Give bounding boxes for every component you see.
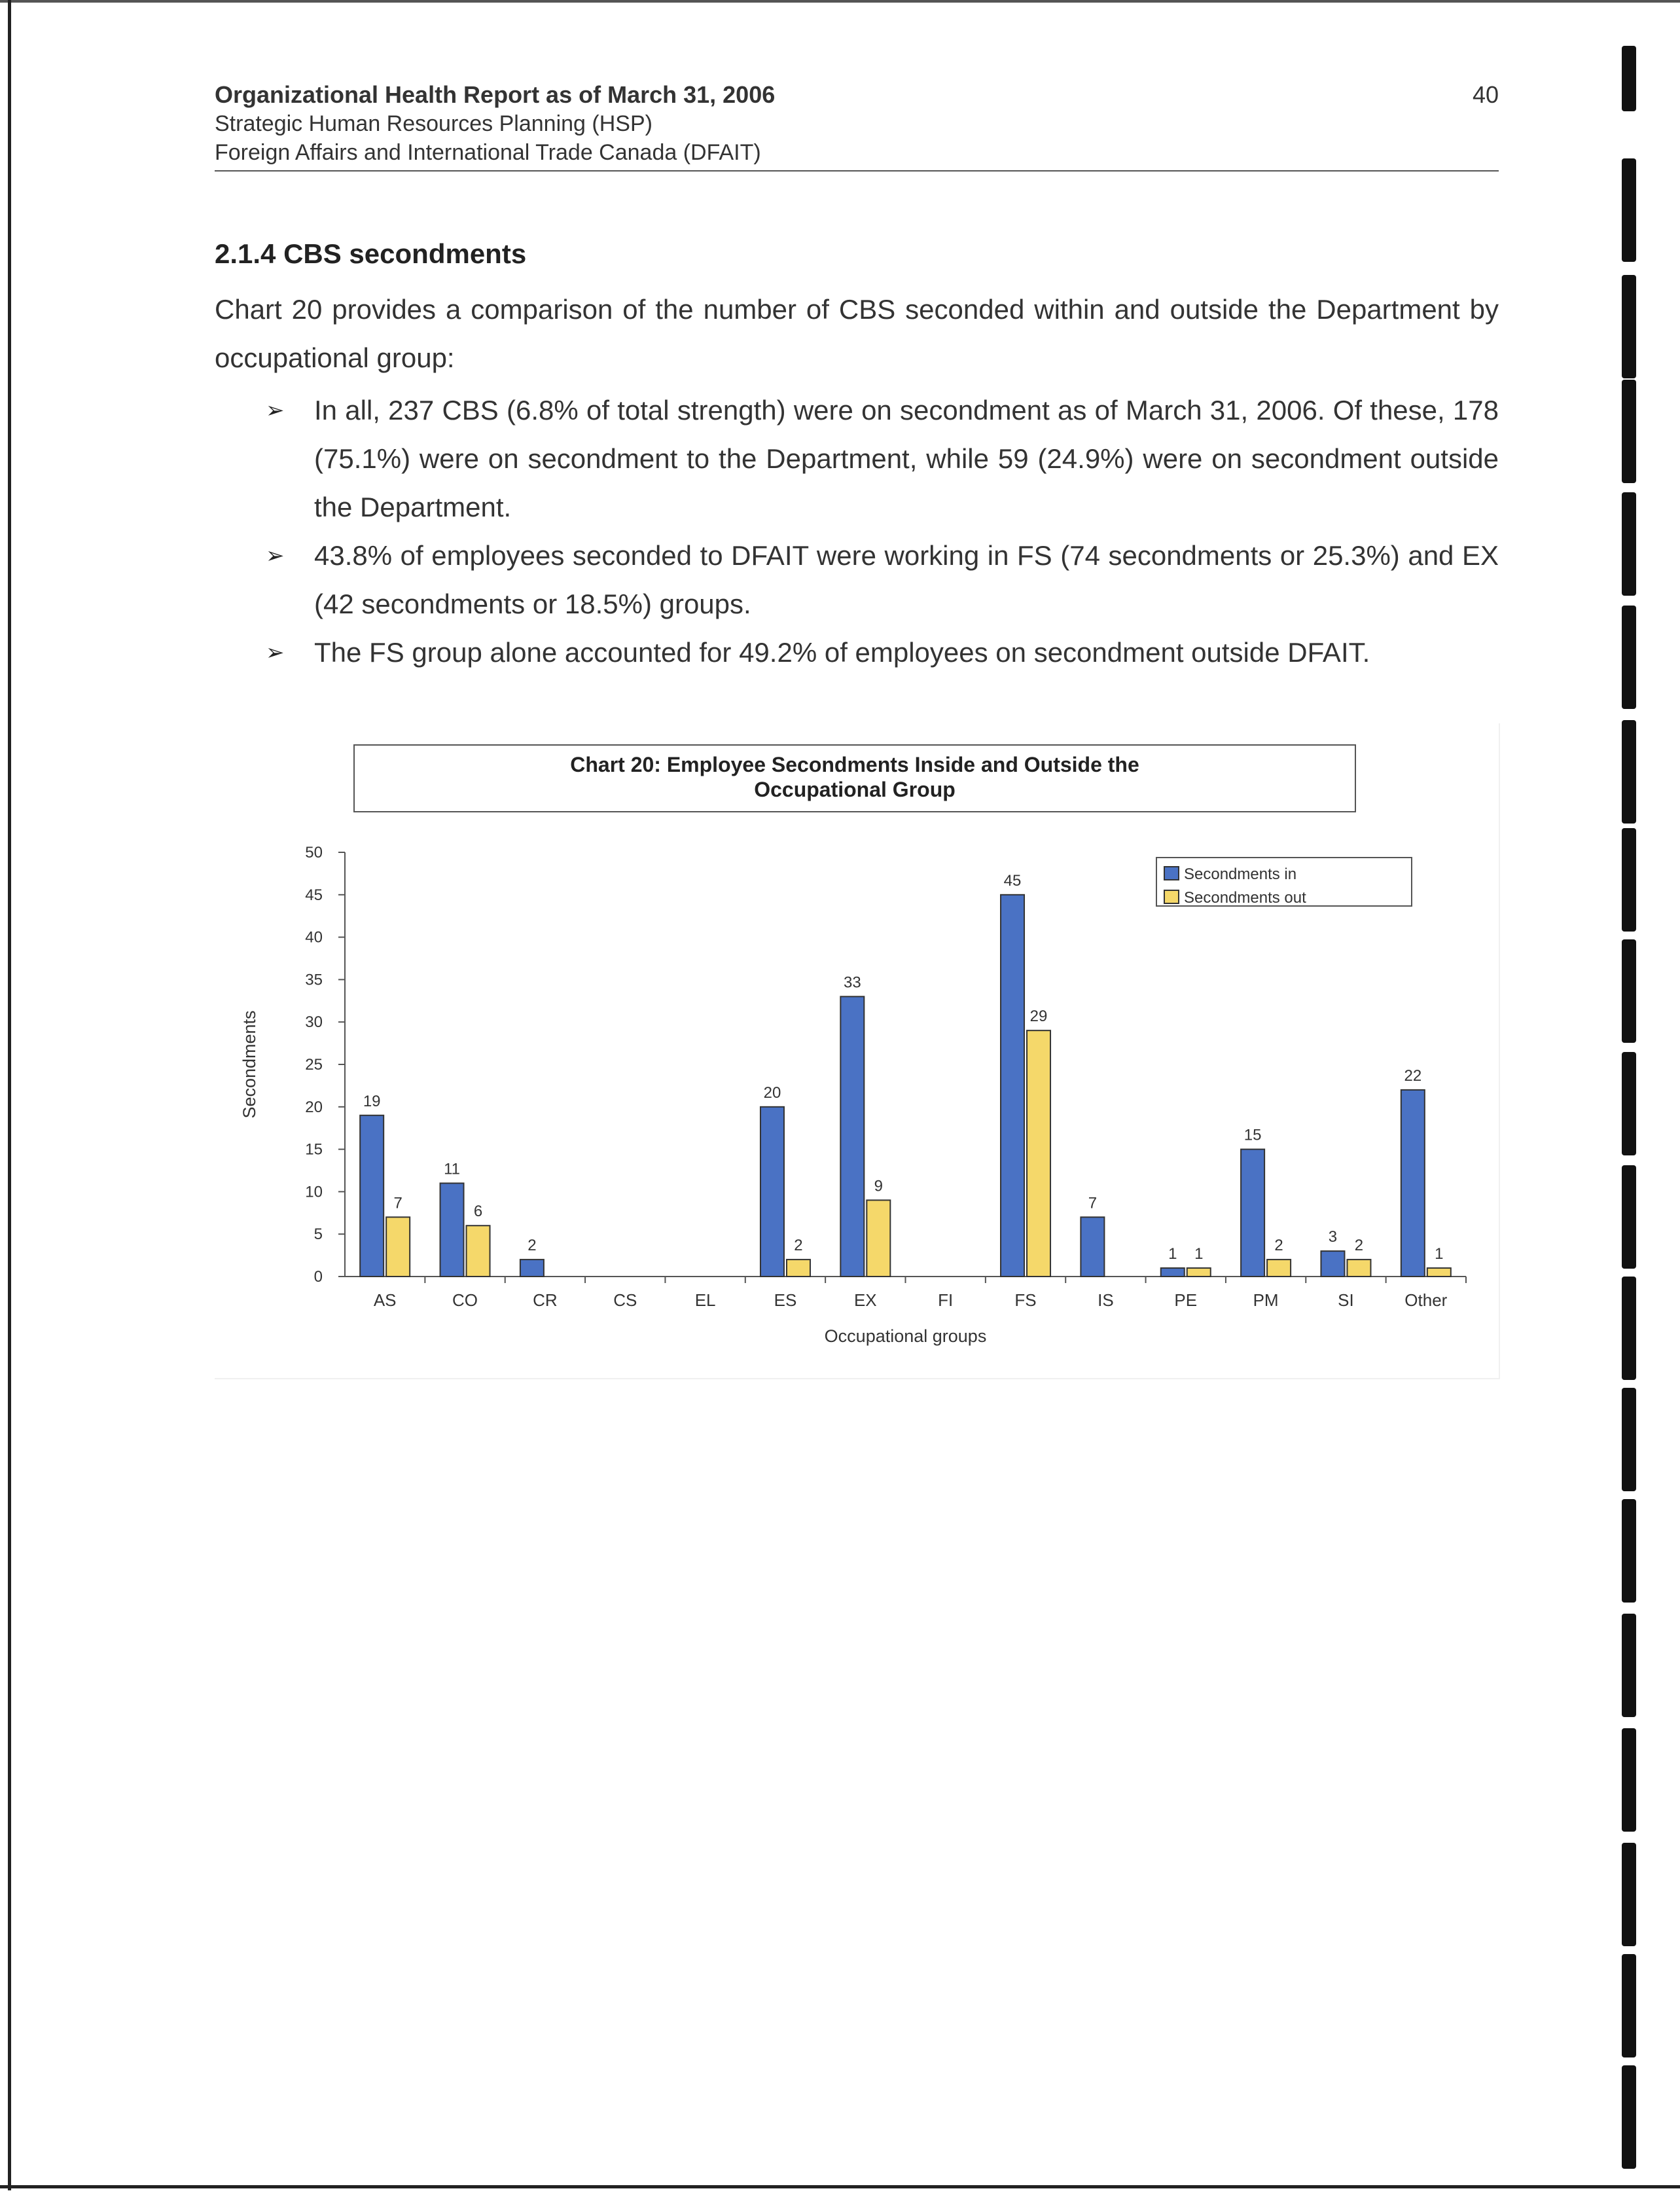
x-axis-title: Occupational groups xyxy=(824,1326,987,1346)
y-tick-label: 10 xyxy=(305,1183,323,1201)
bar-secondments-in xyxy=(1001,895,1024,1277)
x-tick-label: EX xyxy=(853,1290,877,1310)
data-label: 29 xyxy=(1029,1007,1048,1026)
x-tick-label: SI xyxy=(1338,1290,1354,1310)
data-label: 7 xyxy=(1088,1194,1098,1212)
data-label: 19 xyxy=(363,1092,381,1110)
data-label: 20 xyxy=(763,1083,781,1102)
header-department: Foreign Affairs and International Trade Canada (DFAIT) xyxy=(215,140,761,165)
data-label: 6 xyxy=(473,1203,483,1221)
binder-mark xyxy=(1622,1614,1636,1717)
binder-mark xyxy=(1622,939,1636,1043)
y-tick-label: 40 xyxy=(305,928,323,947)
bar-secondments-out xyxy=(1267,1260,1291,1277)
y-tick-label: 45 xyxy=(305,886,323,904)
binder-holes xyxy=(1617,0,1656,2193)
bar-secondments-in xyxy=(1081,1217,1104,1277)
x-tick-label: EL xyxy=(694,1290,716,1310)
binder-mark xyxy=(1622,275,1636,378)
bar-secondments-in xyxy=(1321,1251,1344,1277)
binder-mark xyxy=(1622,1954,1636,2057)
bar-secondments-in xyxy=(360,1115,384,1277)
data-label: 2 xyxy=(794,1237,803,1255)
data-label: 22 xyxy=(1404,1066,1422,1085)
x-tick-label: ES xyxy=(774,1290,797,1310)
binder-mark xyxy=(1622,1277,1636,1380)
binder-mark xyxy=(1622,1388,1636,1491)
y-tick-label: 15 xyxy=(305,1140,323,1159)
data-label: 15 xyxy=(1243,1126,1262,1144)
chart-title-line-2: Occupational Group xyxy=(754,778,956,801)
x-tick-label: PE xyxy=(1174,1290,1198,1310)
y-tick-label: 50 xyxy=(305,844,323,861)
bar-secondments-in xyxy=(520,1260,544,1277)
bar-secondments-out xyxy=(1347,1260,1370,1277)
binder-mark xyxy=(1622,1052,1636,1155)
y-tick-label: 5 xyxy=(313,1225,323,1244)
legend-label: Secondments in xyxy=(1184,865,1297,883)
arrow-bullet-icon: ➢ xyxy=(266,543,285,568)
binder-mark xyxy=(1622,46,1636,111)
bar-secondments-out xyxy=(1027,1030,1050,1277)
binder-mark xyxy=(1622,2065,1636,2169)
bullet-text: In all, 237 CBS (6.8% of total strength) were on secondment as of March 31, 2006. Of these, 178 (75.1%) were on secondment to the Department, while 59 (24.9%) were on secondment outside the Department. xyxy=(314,395,1499,522)
data-label: 2 xyxy=(1354,1237,1364,1255)
bar-secondments-out xyxy=(1187,1268,1211,1277)
y-tick-label: 0 xyxy=(313,1268,323,1286)
y-axis-title: Secondments xyxy=(240,1010,259,1119)
legend-swatch xyxy=(1164,890,1179,903)
bar-secondments-out xyxy=(787,1260,810,1277)
chart-title-line-1: Chart 20: Employee Secondments Inside and Outside the xyxy=(570,753,1139,776)
y-tick-label: 25 xyxy=(305,1056,323,1074)
binder-mark xyxy=(1622,158,1636,262)
binder-mark xyxy=(1622,828,1636,932)
data-label: 1 xyxy=(1194,1245,1204,1263)
y-tick-label: 35 xyxy=(305,971,323,989)
data-label: 2 xyxy=(527,1237,537,1255)
arrow-bullet-icon: ➢ xyxy=(266,398,285,423)
binder-mark xyxy=(1622,720,1636,824)
binder-mark xyxy=(1622,380,1636,483)
x-tick-label: CO xyxy=(452,1290,478,1310)
report-title: Organizational Health Report as of March 31, 2006 xyxy=(215,81,776,108)
binder-mark xyxy=(1622,606,1636,709)
page-number: 40 xyxy=(1472,81,1499,108)
intro-paragraph: Chart 20 provides a comparison of the number of CBS seconded within and outside the Department by occupational group: xyxy=(215,294,1499,373)
x-tick-label: IS xyxy=(1098,1290,1114,1310)
bar-secondments-out xyxy=(1427,1268,1451,1277)
legend-swatch xyxy=(1164,867,1179,880)
bar-secondments-out xyxy=(467,1225,490,1277)
bar-secondments-in xyxy=(1401,1090,1425,1277)
bullet-text: 43.8% of employees seconded to DFAIT were working in FS (74 secondments or 25.3%) and EX (42 secondments or 18.5%) groups. xyxy=(314,540,1499,619)
data-label: 2 xyxy=(1274,1237,1283,1255)
data-label: 1 xyxy=(1435,1245,1444,1263)
section-heading: 2.1.4 CBS secondments xyxy=(215,238,527,269)
data-label: 11 xyxy=(444,1160,460,1178)
binder-mark xyxy=(1622,1165,1636,1269)
binder-mark xyxy=(1622,1728,1636,1832)
data-label: 7 xyxy=(393,1194,402,1212)
data-label: 1 xyxy=(1168,1245,1177,1263)
bar-secondments-in xyxy=(760,1107,784,1277)
bar-secondments-in xyxy=(1241,1150,1264,1277)
data-label: 9 xyxy=(874,1177,884,1195)
bar-secondments-out xyxy=(386,1217,410,1277)
y-tick-label: 20 xyxy=(305,1098,323,1116)
x-tick-label: AS xyxy=(373,1290,397,1310)
arrow-bullet-icon: ➢ xyxy=(266,640,285,665)
data-label: 45 xyxy=(1003,871,1022,890)
binder-mark xyxy=(1622,1499,1636,1603)
bar-secondments-in xyxy=(1161,1268,1185,1277)
legend-label: Secondments out xyxy=(1184,889,1306,907)
x-tick-label: Other xyxy=(1404,1290,1448,1310)
binder-mark xyxy=(1622,1843,1636,1946)
bullet-text: The FS group alone accounted for 49.2% of employees on secondment outside DFAIT. xyxy=(314,637,1370,668)
x-tick-label: PM xyxy=(1253,1290,1279,1310)
x-tick-label: CR xyxy=(533,1290,558,1310)
x-tick-label: FI xyxy=(938,1290,954,1310)
binder-mark xyxy=(1622,492,1636,596)
data-label: 33 xyxy=(843,973,861,992)
bar-secondments-in xyxy=(440,1183,464,1277)
x-tick-label: FS xyxy=(1014,1290,1037,1310)
bar-secondments-in xyxy=(840,996,864,1277)
header-division: Strategic Human Resources Planning (HSP) xyxy=(215,111,652,136)
data-label: 3 xyxy=(1328,1228,1338,1246)
bar-secondments-out xyxy=(867,1200,890,1277)
x-tick-label: CS xyxy=(613,1290,637,1310)
y-tick-label: 30 xyxy=(305,1013,323,1032)
